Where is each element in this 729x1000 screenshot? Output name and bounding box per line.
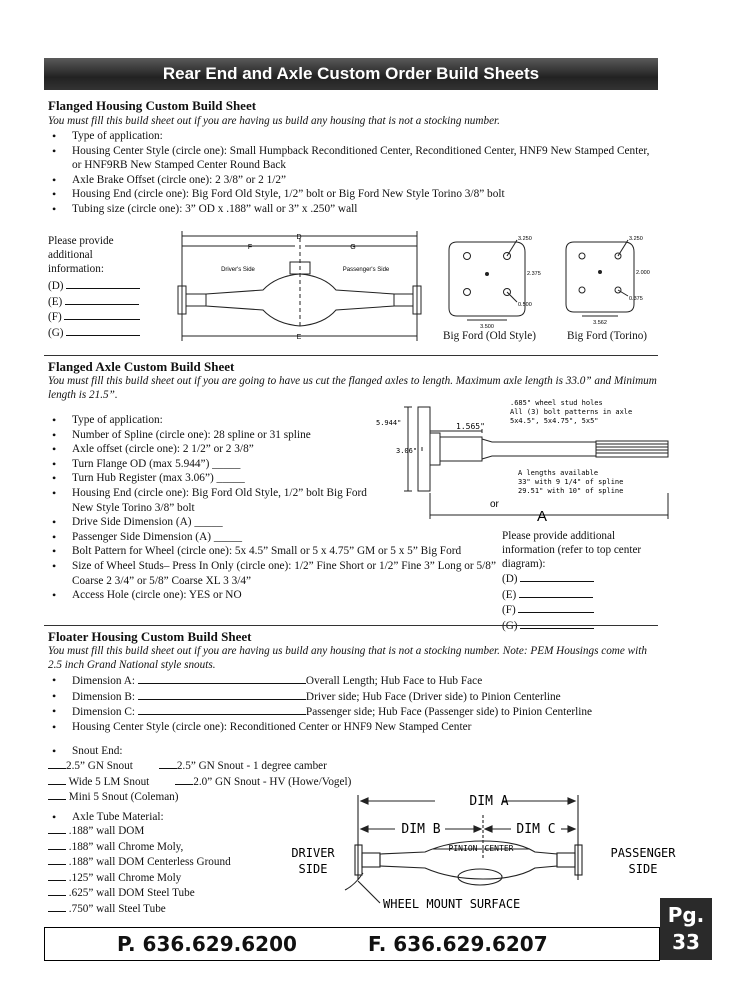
list-item: • Turn Flange OD (max 5.944”) _____ <box>48 457 498 472</box>
list-item: • Housing End (circle one): Big Ford Old Style, 1/2” bolt or Big Ford New Style Torino 3/8” bolt <box>48 187 658 202</box>
list-item: • Turn Hub Register (max 3.06”) _____ <box>48 471 498 486</box>
dim-d-label: D <box>296 234 302 241</box>
blank-label: (E) <box>502 588 517 601</box>
checkbox-line[interactable] <box>48 758 66 769</box>
phone-number: P. 636.629.6200 <box>117 932 297 956</box>
blank-label: (F) <box>48 311 62 323</box>
list-item: • Axle offset (circle one): 2 1/2” or 2 3/8” <box>48 442 498 457</box>
checkbox-line[interactable] <box>48 774 66 785</box>
dim-a-label: DIM A <box>469 794 509 809</box>
list-item: • Bolt Pattern for Wheel (circle one): 5x 4.5” Small or 5 x 4.75” GM or 5 x 5” Big Ford <box>48 544 498 559</box>
or-label: or <box>490 499 499 510</box>
floater-title: Floater Housing Custom Build Sheet <box>48 629 252 644</box>
dim-text: 3.500 <box>480 324 494 330</box>
list-item: • Drive Side Dimension (A) _____ <box>48 515 498 530</box>
list-item: • Tubing size (circle one): 3” OD x .188” wall or 3” x .250” wall <box>48 202 658 217</box>
blank-line[interactable] <box>66 278 140 289</box>
fax-number: F. 636.629.6207 <box>368 932 548 956</box>
axle-diagram <box>372 395 670 523</box>
list-item: • Housing Center Style (circle one): Reconditioned Center or HNF9 New Stamped Center <box>48 720 668 735</box>
axle-provide-info: Please provide additional information (refer to top center diagram): <box>502 530 642 570</box>
dim-f-label: F <box>247 244 253 251</box>
blank-label: (D) <box>502 573 518 585</box>
bigford-torino-caption: Big Ford (Torino) <box>567 330 648 342</box>
dim-text: 3.250 <box>629 236 643 242</box>
flanged-housing-list <box>48 129 658 217</box>
blank-label: (G) <box>502 619 518 632</box>
axle-note: 33" with 9 1/4" of spline <box>518 478 624 486</box>
blank-line[interactable] <box>65 294 139 305</box>
blank-line[interactable] <box>138 689 306 700</box>
blank-label: (F) <box>502 604 516 616</box>
flanged-housing-intro: You must fill this build sheet out if you are having us build any housing that is not a stocking number. <box>48 115 500 127</box>
flange-od-dim: 5.944" <box>376 419 402 427</box>
bigford-torino-diagram <box>562 232 672 342</box>
housing-diagram <box>168 226 430 344</box>
pinion-label: PINION <box>448 844 478 853</box>
dim-e-label: E <box>296 334 302 341</box>
drivers-side-label: Driver's Side <box>221 267 255 273</box>
list-item: • Access Hole (circle one): YES or NO <box>48 588 498 603</box>
snout-header <box>48 744 348 759</box>
dim-a-label: A <box>536 508 548 523</box>
passenger-side-label: SIDE <box>628 862 658 876</box>
dim-b-label: DIM B <box>401 822 441 837</box>
floater-diagram <box>285 785 705 915</box>
blank-label: (E) <box>48 295 63 308</box>
list-item: • Housing Center Style (circle one): Small Humpback Reconditioned Center, Reconditioned Center, HNF9 New Stamped Center, or HNF9RB New Stamped Center Round Back <box>48 144 658 173</box>
dim-g-label: G <box>350 244 356 251</box>
list-item: • Passenger Side Dimension (A) _____ <box>48 530 498 545</box>
list-item: • Type of application: <box>48 129 658 144</box>
list-item: • Axle Brake Offset (circle one): 2 3/8” or 2 1/2” <box>48 173 658 188</box>
checkbox-line[interactable] <box>48 823 66 834</box>
blank-line[interactable] <box>138 673 306 684</box>
housing-blanks <box>48 278 148 340</box>
center-label: CENTER <box>484 844 514 853</box>
dim-text: 2.375 <box>527 271 541 277</box>
flanged-housing-title: Flanged Housing Custom Build Sheet <box>48 98 257 113</box>
list-item: • Dimension B: Driver side; Hub Face (Driver side) to Pinion Centerline <box>48 689 668 705</box>
page-number-badge <box>660 898 712 960</box>
divider <box>44 625 658 626</box>
bigford-old-diagram <box>445 232 555 342</box>
list-item: • Snout End: <box>48 744 348 759</box>
driver-side-label: DRIVER <box>291 846 335 860</box>
dim-text: 0.375 <box>629 296 643 302</box>
checkbox-line[interactable] <box>48 901 66 912</box>
list-item: • Dimension A: Overall Length; Hub Face to Hub Face <box>48 673 668 689</box>
list-item: • Number of Spline (circle one): 28 spline or 31 spline <box>48 428 498 443</box>
checkbox-line[interactable] <box>48 885 66 896</box>
blank-label: (G) <box>48 326 64 339</box>
floater-intro: You must fill this build sheet out if you are having us build any housing that is not a stocking number. Note: PEM Housings come with 2.5 inch Grand National style snouts. <box>48 645 647 671</box>
axle-blanks <box>502 571 622 633</box>
axle-note: .685" wheel stud holes <box>510 399 603 407</box>
axle-note: A lengths available <box>518 469 599 477</box>
checkbox-line[interactable] <box>48 789 66 800</box>
blank-line[interactable] <box>519 587 593 598</box>
dim-text: 0.500 <box>518 302 532 308</box>
checkbox-line[interactable] <box>159 758 177 769</box>
dim-text: 2.000 <box>636 270 650 276</box>
list-item: • Dimension C: Passenger side; Hub Face (Passenger side) to Pinion Centerline <box>48 704 668 720</box>
list-item: • Axle Tube Material: <box>48 810 348 825</box>
page-banner: Rear End and Axle Custom Order Build Sheets <box>44 58 658 90</box>
dim-text: 3.250 <box>518 236 532 242</box>
floater-dims <box>48 673 668 734</box>
axle-note: 29.51" with 10" of spline <box>518 487 624 495</box>
tube-options: .188” wall DOM .188” wall Chrome Moly, .188” wall DOM Centerless Ground .125” wall Chrome Moly .625” wall DOM Steel Tube .750” wall Steel Tube <box>48 823 308 916</box>
passengers-side-label: Passenger's Side <box>342 267 390 273</box>
blank-label: (D) <box>48 280 64 292</box>
blank-line[interactable] <box>138 704 306 715</box>
dim-c-label: DIM C <box>516 822 556 837</box>
contact-footer <box>44 927 660 961</box>
snout-options: 2.5” GN Snout 2.5” GN Snout - 1 degree camber Wide 5 LM Snout 2.0” GN Snout - HV (Howe/Vogel) Mini 5 Snout (Coleman) <box>48 758 378 805</box>
driver-side-label: SIDE <box>298 862 328 876</box>
divider <box>44 355 658 356</box>
list-item: • Housing End (circle one): Big Ford Old Style, 1/2” bolt Big Ford New Style Torino 3/8” bolt <box>48 486 372 515</box>
offset-dim: 1.565" <box>456 422 485 431</box>
provide-info-label: Please provide additional information: <box>48 235 114 275</box>
blank-line[interactable] <box>64 309 140 320</box>
blank-line[interactable] <box>520 571 594 582</box>
flanged-axle-intro: You must fill this build sheet out if you are going to have us cut the flanged axles to length. Maximum axle length is 33.0” and Minimum length is 21.5”. <box>48 375 657 401</box>
checkbox-line[interactable] <box>48 870 66 881</box>
blank-line[interactable] <box>520 618 594 629</box>
checkbox-line[interactable] <box>175 774 193 785</box>
axle-note: 5x4.5", 5x4.75", 5x5" <box>510 417 599 425</box>
checkbox-line[interactable] <box>48 854 66 865</box>
blank-line[interactable] <box>66 325 140 336</box>
page-number: 33 <box>672 930 700 954</box>
blank-line[interactable] <box>518 602 594 613</box>
passenger-side-label: PASSENGER <box>610 846 676 860</box>
flanged-axle-title: Flanged Axle Custom Build Sheet <box>48 359 235 374</box>
axle-note: All (3) bolt patterns in axle <box>510 408 633 416</box>
hub-register-dim: 3.06" <box>396 447 418 455</box>
wheel-mount-label: WHEEL MOUNT SURFACE <box>383 897 521 911</box>
list-item: • Size of Wheel Studs– Press In Only (circle one): 1/2” Fine Short or 1/2” Fine 3” Long or 5/8” Coarse 2 3/4” or 5/8” Coarse XL 3 3/4” <box>48 559 498 588</box>
bigford-old-caption: Big Ford (Old Style) <box>443 330 536 342</box>
list-item: • Type of application: <box>48 413 498 428</box>
page-label: Pg. <box>667 903 705 927</box>
dim-text: 3.562 <box>593 320 607 326</box>
checkbox-line[interactable] <box>48 839 66 850</box>
